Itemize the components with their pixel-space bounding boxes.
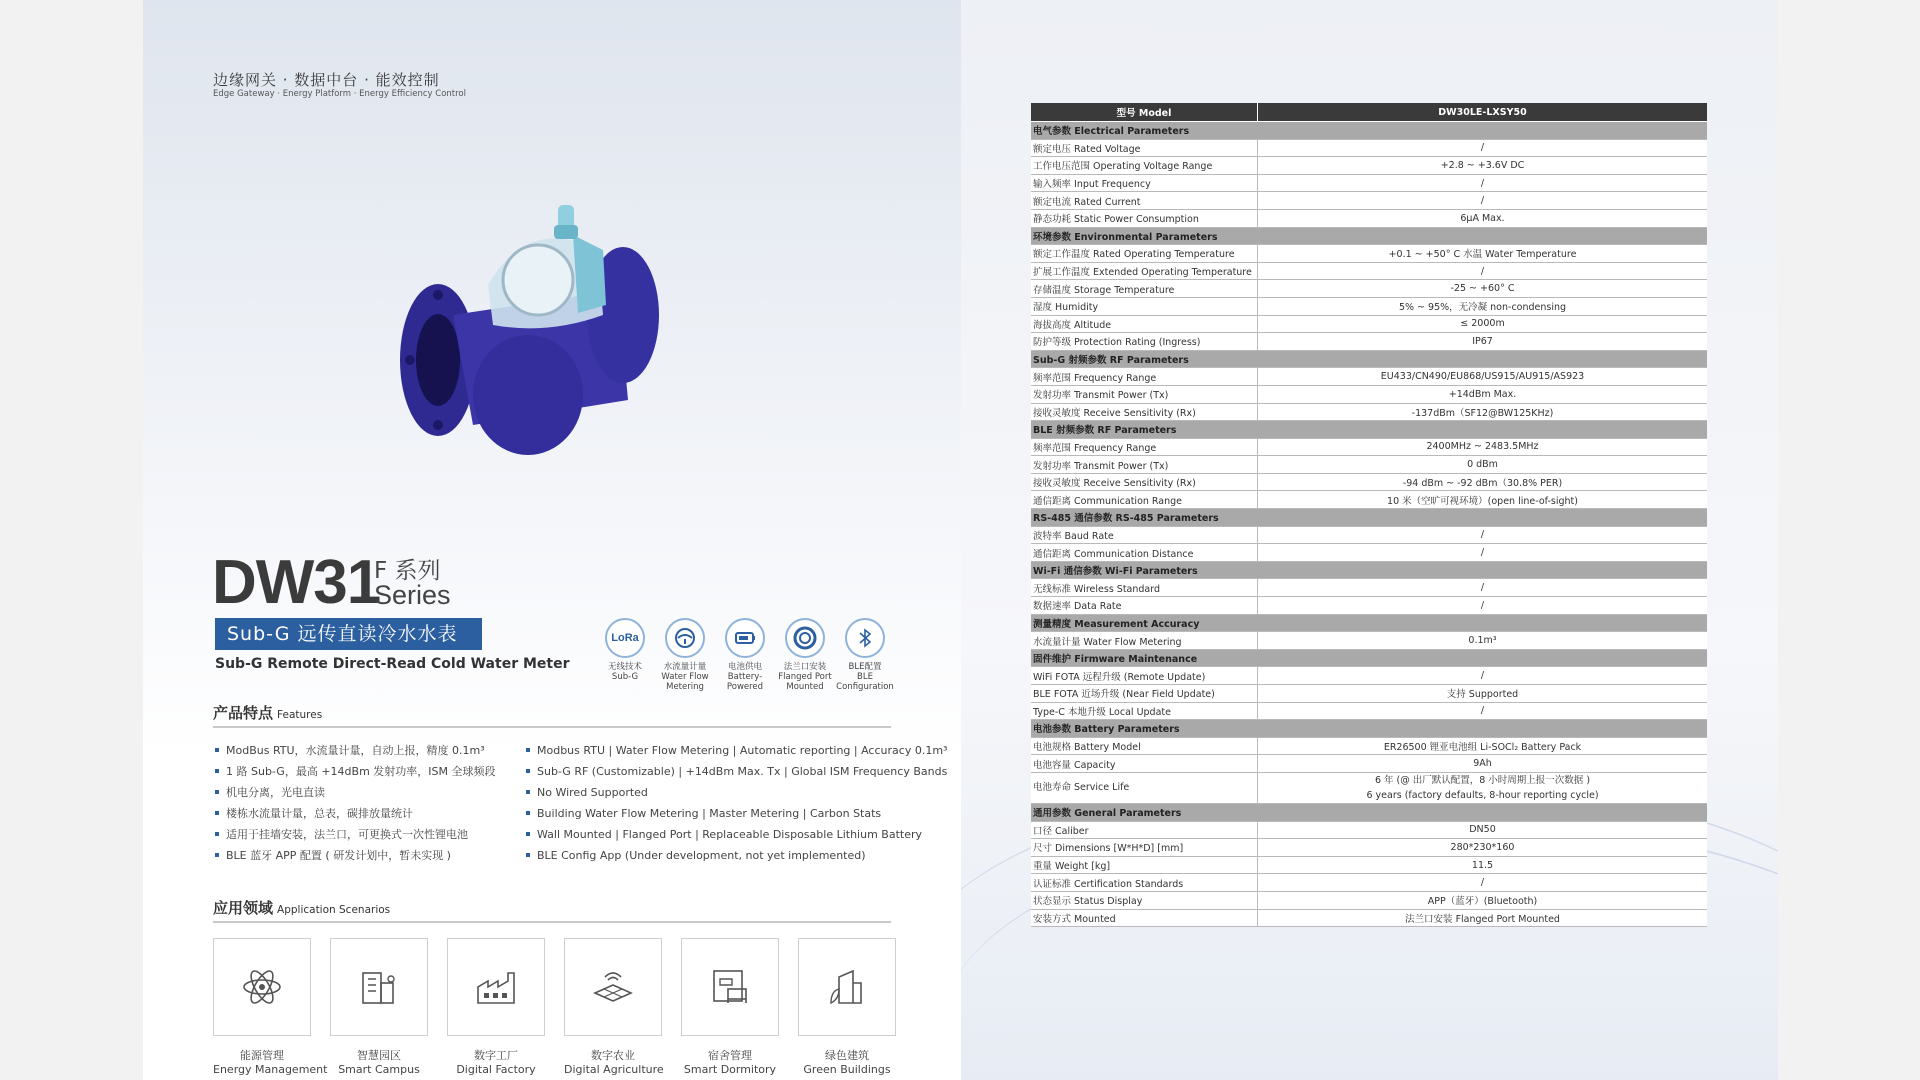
parameter-name: 口径 Caliber bbox=[1031, 821, 1258, 839]
parameter-value: APP（蓝牙）(Bluetooth) bbox=[1258, 891, 1708, 909]
parameter-name: BLE FOTA 近场升级 (Near Field Update) bbox=[1031, 685, 1258, 703]
parameter-name: 输入频率 Input Frequency bbox=[1031, 174, 1258, 192]
parameter-value: / bbox=[1258, 139, 1708, 157]
section-title: 测量精度 Measurement Accuracy bbox=[1031, 614, 1707, 632]
green-building-icon bbox=[798, 938, 896, 1036]
parameter-name: 波特率 Baud Rate bbox=[1031, 526, 1258, 544]
table-row bbox=[1031, 702, 1707, 720]
list-item: 1 路 Sub-G，最高 +14dBm 发射功率，ISM 全球频段 bbox=[215, 761, 496, 782]
list-item: 机电分离，光电直读 bbox=[215, 782, 496, 803]
parameter-value: DN50 bbox=[1258, 821, 1708, 839]
section-title: 电气参数 Electrical Parameters bbox=[1031, 122, 1707, 140]
parameter-value: 9Ah bbox=[1258, 755, 1708, 773]
water-flow-icon bbox=[665, 618, 705, 658]
parameter-value: ER26500 锂亚电池组 Li-SOCl₂ Battery Pack bbox=[1258, 737, 1708, 755]
application-scenarios bbox=[213, 938, 903, 1078]
parameter-name: 额定工作温度 Rated Operating Temperature bbox=[1031, 245, 1258, 263]
parameter-value: / bbox=[1258, 597, 1708, 615]
parameter-name: 重量 Weight [kg] bbox=[1031, 856, 1258, 874]
parameter-value: 11.5 bbox=[1258, 856, 1708, 874]
parameter-value-line: 6 years (factory defaults, 8-hour reporting cycle) bbox=[1366, 789, 1599, 801]
table-row bbox=[1031, 245, 1707, 263]
flange-icon bbox=[785, 618, 825, 658]
table-row bbox=[1031, 174, 1707, 192]
parameter-value: -25 ~ +60° C bbox=[1258, 280, 1708, 298]
parameter-value: -137dBm（SF12@BW125KHz) bbox=[1258, 403, 1708, 421]
table-row bbox=[1031, 544, 1707, 562]
parameter-name: Type-C 本地升级 Local Update bbox=[1031, 702, 1258, 720]
table-row bbox=[1031, 280, 1707, 298]
parameter-value: / bbox=[1258, 579, 1708, 597]
parameter-name: 海拔高度 Altitude bbox=[1031, 315, 1258, 333]
section-title: 电池参数 Battery Parameters bbox=[1031, 720, 1707, 738]
list-item: 楼栋水流量计量，总表，碳排放量统计 bbox=[215, 803, 496, 824]
parameter-name: 尺寸 Dimensions [W*H*D] [mm] bbox=[1031, 839, 1258, 857]
table-row bbox=[1031, 772, 1707, 803]
table-row bbox=[1031, 333, 1707, 351]
feature-icon-water-flow bbox=[655, 618, 715, 692]
application-energy-management: 能源管理 Energy Management bbox=[213, 938, 311, 1076]
feature-icon-label: BLE配置 BLE Configuration bbox=[836, 662, 894, 692]
parameter-name: 防护等级 Protection Rating (Ingress) bbox=[1031, 333, 1258, 351]
parameter-name: 电池寿命 Service Life bbox=[1031, 772, 1258, 803]
table-row bbox=[1031, 839, 1707, 857]
features-divider bbox=[213, 726, 891, 728]
table-section-row bbox=[1031, 227, 1707, 245]
table-row bbox=[1031, 891, 1707, 909]
parameter-name: 水流量计量 Water Flow Metering bbox=[1031, 632, 1258, 650]
parameter-value: / bbox=[1258, 192, 1708, 210]
series-chinese: F 系列 bbox=[374, 558, 441, 584]
parameter-value: / bbox=[1258, 174, 1708, 192]
parameter-value: IP67 bbox=[1258, 333, 1708, 351]
parameter-name: 电池规格 Battery Model bbox=[1031, 737, 1258, 755]
feature-icon-label: 水流量计量 Water Flow Metering bbox=[661, 662, 709, 692]
brochure-right-page bbox=[961, 0, 1778, 1080]
application-smart-dormitory: 宿舍管理 Smart Dormitory bbox=[681, 938, 779, 1076]
parameter-value: +2.8 ~ +3.6V DC bbox=[1258, 157, 1708, 175]
list-item: No Wired Supported bbox=[526, 782, 947, 803]
list-item: Sub-G RF (Customizable) | +14dBm Max. Tx | Global ISM Frequency Bands bbox=[526, 761, 947, 782]
parameter-name: 认证标准 Certification Standards bbox=[1031, 874, 1258, 892]
specification-table bbox=[1031, 103, 1707, 927]
application-smart-campus: 智慧园区 Smart Campus bbox=[330, 938, 428, 1076]
parameter-name: 通信距离 Communication Distance bbox=[1031, 544, 1258, 562]
section-title: RS-485 通信参数 RS-485 Parameters bbox=[1031, 509, 1707, 527]
campus-building-icon bbox=[330, 938, 428, 1036]
parameter-value: +14dBm Max. bbox=[1258, 385, 1708, 403]
table-row bbox=[1031, 385, 1707, 403]
table-row bbox=[1031, 368, 1707, 386]
parameter-name: 频率范围 Frequency Range bbox=[1031, 368, 1258, 386]
table-section-row bbox=[1031, 614, 1707, 632]
table-row bbox=[1031, 473, 1707, 491]
tagline-chinese: 边缘网关 · 数据中台 · 能效控制 bbox=[213, 71, 440, 89]
parameter-value: / bbox=[1258, 262, 1708, 280]
parameter-value: / bbox=[1258, 702, 1708, 720]
parameter-name: 额定电流 Rated Current bbox=[1031, 192, 1258, 210]
parameter-value bbox=[1258, 772, 1708, 803]
parameter-name: 通信距离 Communication Range bbox=[1031, 491, 1258, 509]
parameter-value: -94 dBm ~ -92 dBm（30.8% PER) bbox=[1258, 473, 1708, 491]
table-row bbox=[1031, 262, 1707, 280]
features-list-english bbox=[526, 740, 947, 866]
table-row bbox=[1031, 526, 1707, 544]
section-title: 环境参数 Environmental Parameters bbox=[1031, 227, 1707, 245]
feature-icon-battery bbox=[715, 618, 775, 692]
table-row bbox=[1031, 315, 1707, 333]
table-row bbox=[1031, 737, 1707, 755]
dormitory-icon bbox=[681, 938, 779, 1036]
table-section-row bbox=[1031, 649, 1707, 667]
tagline-english: Edge Gateway · Energy Platform · Energy Efficiency Control bbox=[213, 89, 466, 99]
section-title: 通用参数 General Parameters bbox=[1031, 803, 1707, 821]
factory-icon bbox=[447, 938, 545, 1036]
parameter-value: 280*230*160 bbox=[1258, 839, 1708, 857]
features-heading: 产品特点 Features bbox=[213, 704, 323, 722]
list-item: BLE Config App (Under development, not yet implemented) bbox=[526, 845, 947, 866]
table-row bbox=[1031, 438, 1707, 456]
parameter-value: +0.1 ~ +50° C 水温 Water Temperature bbox=[1258, 245, 1708, 263]
section-title: BLE 射频参数 RF Parameters bbox=[1031, 421, 1707, 439]
table-row bbox=[1031, 579, 1707, 597]
parameter-value: 法兰口安装 Flanged Port Mounted bbox=[1258, 909, 1708, 927]
parameter-value: EU433/CN490/EU868/US915/AU915/AS923 bbox=[1258, 368, 1708, 386]
table-section-row bbox=[1031, 122, 1707, 140]
parameter-name: 存储温度 Storage Temperature bbox=[1031, 280, 1258, 298]
table-row bbox=[1031, 456, 1707, 474]
table-section-row bbox=[1031, 561, 1707, 579]
parameter-name: 安装方式 Mounted bbox=[1031, 909, 1258, 927]
table-row bbox=[1031, 909, 1707, 927]
table-row bbox=[1031, 856, 1707, 874]
parameter-value: 2400MHz ~ 2483.5MHz bbox=[1258, 438, 1708, 456]
feature-icon-label: 法兰口安装 Flanged Port Mounted bbox=[778, 662, 832, 692]
features-list-chinese bbox=[215, 740, 496, 866]
table-section-row bbox=[1031, 421, 1707, 439]
table-header-model: 型号 Model bbox=[1031, 103, 1258, 122]
parameter-name: 额定电压 Rated Voltage bbox=[1031, 139, 1258, 157]
parameter-name: 接收灵敏度 Receive Sensitivity (Rx) bbox=[1031, 473, 1258, 491]
table-row bbox=[1031, 157, 1707, 175]
applications-heading: 应用领域 Application Scenarios bbox=[213, 899, 391, 917]
parameter-name: 频率范围 Frequency Range bbox=[1031, 438, 1258, 456]
parameter-name: WiFi FOTA 远程升级 (Remote Update) bbox=[1031, 667, 1258, 685]
parameter-name: 静态功耗 Static Power Consumption bbox=[1031, 209, 1258, 227]
parameter-value-line: 6 年 (@ 出厂默认配置，8 小时周期上报一次数据 ) bbox=[1374, 774, 1591, 786]
table-row bbox=[1031, 597, 1707, 615]
table-row bbox=[1031, 685, 1707, 703]
list-item: Modbus RTU | Water Flow Metering | Automatic reporting | Accuracy 0.1m³ bbox=[526, 740, 947, 761]
water-meter-product-image bbox=[378, 195, 678, 485]
parameter-value: 0.1m³ bbox=[1258, 632, 1708, 650]
specification-table-body bbox=[1031, 122, 1707, 927]
section-title: 固件维护 Firmware Maintenance bbox=[1031, 649, 1707, 667]
section-title: Sub-G 射频参数 RF Parameters bbox=[1031, 350, 1707, 368]
parameter-name: 扩展工作温度 Extended Operating Temperature bbox=[1031, 262, 1258, 280]
series-english: Series bbox=[374, 580, 451, 610]
parameter-name: 接收灵敏度 Receive Sensitivity (Rx) bbox=[1031, 403, 1258, 421]
model-number: DW31 bbox=[212, 548, 381, 617]
feature-icon-ble bbox=[835, 618, 895, 692]
parameter-value: ≤ 2000m bbox=[1258, 315, 1708, 333]
parameter-value: 0 dBm bbox=[1258, 456, 1708, 474]
feature-icon-row bbox=[595, 618, 955, 708]
table-row bbox=[1031, 209, 1707, 227]
application-digital-agriculture: 数字农业 Digital Agriculture bbox=[564, 938, 662, 1076]
feature-icon-flange bbox=[775, 618, 835, 692]
feature-icon-wireless bbox=[595, 618, 655, 682]
section-title: Wi-Fi 通信参数 Wi-Fi Parameters bbox=[1031, 561, 1707, 579]
table-section-row bbox=[1031, 509, 1707, 527]
table-row bbox=[1031, 874, 1707, 892]
table-header-value: DW30LE-LXSY50 bbox=[1258, 103, 1708, 122]
parameter-value: 6μA Max. bbox=[1258, 209, 1708, 227]
table-row bbox=[1031, 297, 1707, 315]
feature-icon-label: 电池供电 Battery- Powered bbox=[726, 662, 764, 692]
table-section-row bbox=[1031, 720, 1707, 738]
parameter-name: 无线标准 Wireless Standard bbox=[1031, 579, 1258, 597]
table-row bbox=[1031, 403, 1707, 421]
table-row bbox=[1031, 821, 1707, 839]
table-section-row bbox=[1031, 350, 1707, 368]
list-item: ModBus RTU，水流量计量，自动上报，精度 0.1m³ bbox=[215, 740, 496, 761]
feature-icon-label: 无线技术 Sub-G bbox=[607, 662, 642, 682]
parameter-value: / bbox=[1258, 526, 1708, 544]
battery-icon bbox=[725, 618, 765, 658]
table-header-row bbox=[1031, 103, 1707, 122]
parameter-value: 10 米（空旷可视环境）(open line-of-sight) bbox=[1258, 491, 1708, 509]
parameter-name: 数据速率 Data Rate bbox=[1031, 597, 1258, 615]
lora-icon: LoRa bbox=[605, 618, 645, 658]
list-item: Building Water Flow Metering | Master Metering | Carbon Stats bbox=[526, 803, 947, 824]
atom-energy-icon bbox=[213, 938, 311, 1036]
parameter-name: 工作电压范围 Operating Voltage Range bbox=[1031, 157, 1258, 175]
application-green-buildings: 绿色建筑 Green Buildings bbox=[798, 938, 896, 1076]
table-row bbox=[1031, 139, 1707, 157]
table-row bbox=[1031, 632, 1707, 650]
application-digital-factory: 数字工厂 Digital Factory bbox=[447, 938, 545, 1076]
table-row bbox=[1031, 491, 1707, 509]
table-row bbox=[1031, 755, 1707, 773]
table-section-row bbox=[1031, 803, 1707, 821]
parameter-name: 发射功率 Transmit Power (Tx) bbox=[1031, 385, 1258, 403]
parameter-name: 状态显示 Status Display bbox=[1031, 891, 1258, 909]
applications-divider bbox=[213, 921, 891, 923]
parameter-value: 5% ~ 95%，无冷凝 non-condensing bbox=[1258, 297, 1708, 315]
product-title-english: Sub-G Remote Direct-Read Cold Water Meter bbox=[215, 656, 570, 672]
parameter-value: / bbox=[1258, 544, 1708, 562]
list-item: 适用于挂墙安装，法兰口，可更换式一次性锂电池 bbox=[215, 824, 496, 845]
agriculture-icon bbox=[564, 938, 662, 1036]
brochure-left-page bbox=[143, 0, 961, 1080]
parameter-name: 电池容量 Capacity bbox=[1031, 755, 1258, 773]
list-item: Wall Mounted | Flanged Port | Replaceable Disposable Lithium Battery bbox=[526, 824, 947, 845]
parameter-value: / bbox=[1258, 667, 1708, 685]
parameter-value: / bbox=[1258, 874, 1708, 892]
parameter-value: 支持 Supported bbox=[1258, 685, 1708, 703]
parameter-name: 发射功率 Transmit Power (Tx) bbox=[1031, 456, 1258, 474]
bluetooth-icon bbox=[845, 618, 885, 658]
product-title-chinese: Sub-G 远传直读冷水水表 bbox=[215, 618, 482, 650]
table-row bbox=[1031, 192, 1707, 210]
table-row bbox=[1031, 667, 1707, 685]
list-item: BLE 蓝牙 APP 配置 ( 研发计划中，暂未实现 ) bbox=[215, 845, 496, 866]
parameter-name: 湿度 Humidity bbox=[1031, 297, 1258, 315]
